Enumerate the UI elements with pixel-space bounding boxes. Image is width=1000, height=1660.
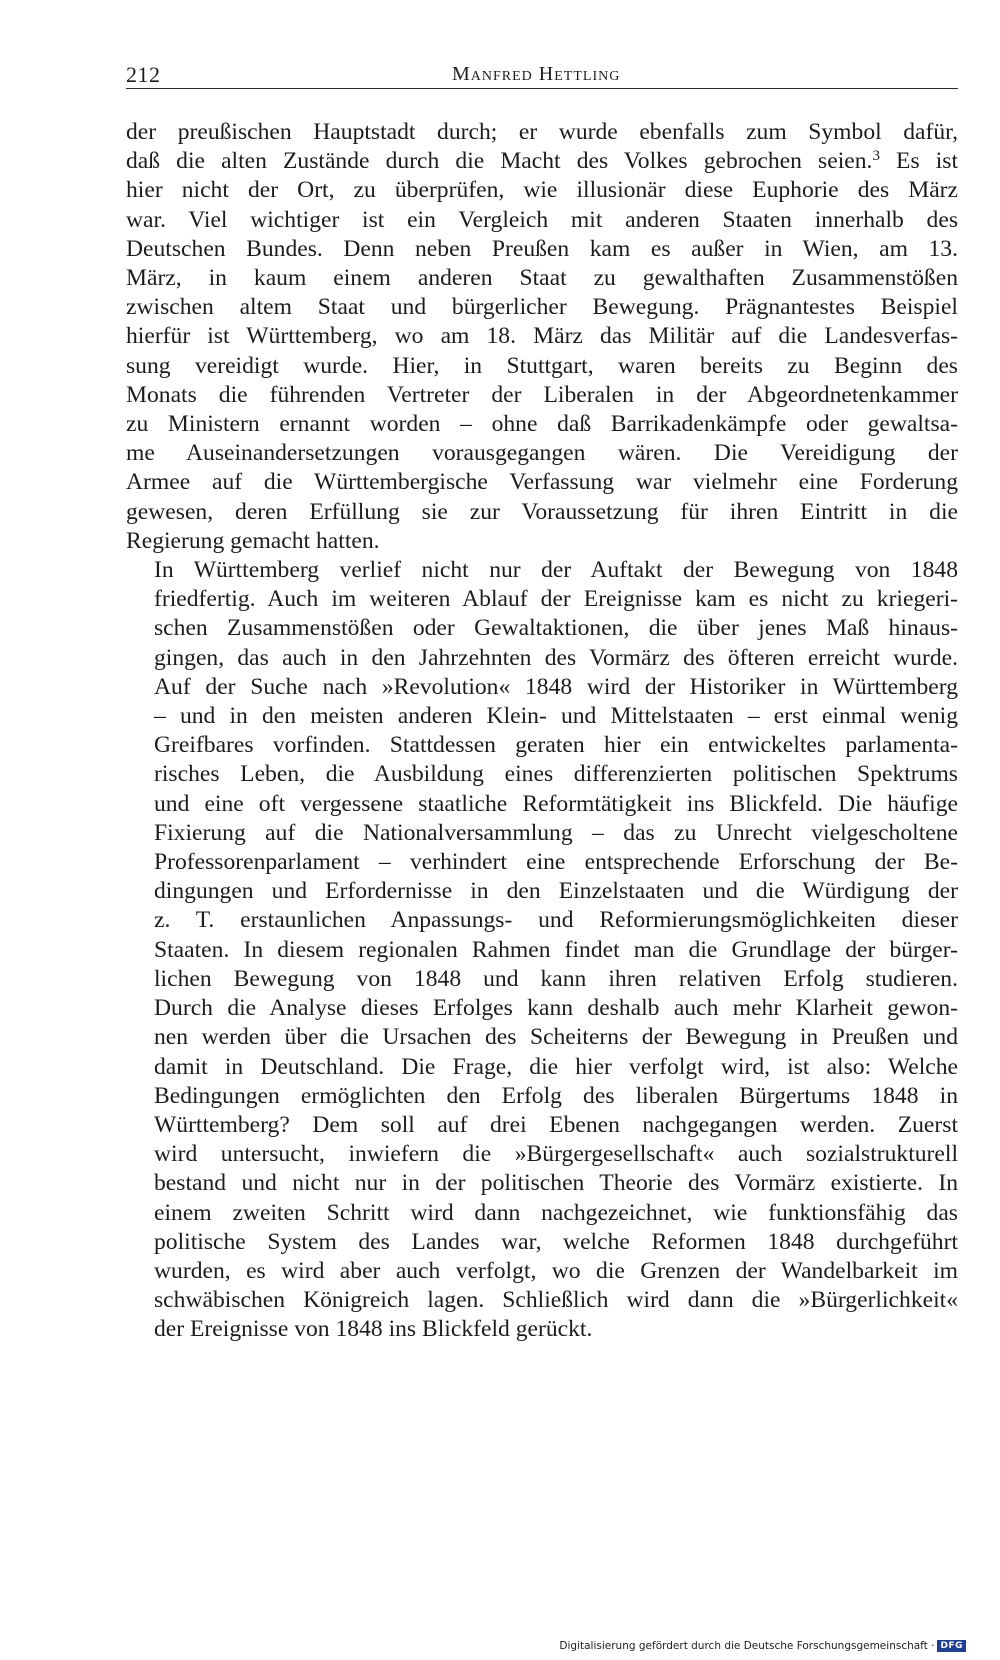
- text-line: gewesen, deren Erfüllung sie zur Voraussetzung für ihren Eintritt in die: [126, 498, 958, 525]
- text-line: Professorenparlament – verhindert eine entsprechende Erforschung der Be-: [154, 849, 958, 876]
- text-line: sung vereidigt wurde. Hier, in Stuttgart, waren bereits zu Beginn des: [126, 352, 958, 379]
- text-line: friedfertig. Auch im weiteren Ablauf der Ereignisse kam es nicht zu kriegeri-: [154, 586, 958, 613]
- text-line: In Württemberg verlief nicht nur der Auftakt der Bewegung von 1848: [154, 557, 958, 584]
- text-line: politische System des Landes war, welche Reformen 1848 durchgeführt: [154, 1228, 958, 1255]
- text-line: war. Viel wichtiger ist ein Vergleich mit anderen Staaten innerhalb des: [126, 206, 958, 233]
- text-line: März, in kaum einem anderen Staat zu gewalthaften Zusammenstößen: [126, 265, 958, 292]
- text-line: Württemberg? Dem soll auf drei Ebenen nachgegangen werden. Zuerst: [154, 1111, 958, 1138]
- text-line: Regierung gemacht hatten.: [126, 527, 380, 554]
- text-line: schwäbischen Königreich lagen. Schließlich wird dann die »Bürgerlichkeit«: [154, 1287, 958, 1314]
- digitization-credit: [559, 1640, 966, 1652]
- text-fragment: daß die alten Zustände durch die Macht des Volkes gebrochen seien.: [126, 148, 873, 175]
- text-line: bestand und nicht nur in der politischen Theorie des Vormärz existierte. In: [154, 1170, 958, 1197]
- page-header: [126, 58, 958, 89]
- text-line: einem zweiten Schritt wird dann nachgezeichnet, wie funktionsfähig das: [154, 1199, 958, 1226]
- text-line: me Auseinandersetzungen vorausgegangen wären. Die Vereidigung der: [126, 440, 958, 467]
- text-line: z. T. erstaunlichen Anpassungs- und Reformierungsmöglichkeiten dieser: [154, 907, 958, 934]
- running-head: Manfred Hettling: [452, 63, 621, 85]
- text-line: lichen Bewegung von 1848 und kann ihren relativen Erfolg studieren.: [154, 965, 958, 992]
- text-line: der Ereignisse von 1848 ins Blickfeld gerückt.: [154, 1316, 593, 1343]
- footnote-ref[interactable]: 3: [872, 148, 880, 165]
- text-line: Deutschen Bundes. Denn neben Preußen kam es außer in Wien, am 13.: [126, 235, 958, 262]
- text-line: Bedingungen ermöglichten den Erfolg des liberalen Bürgertums 1848 in: [154, 1082, 958, 1109]
- text-line: Armee auf die Württembergische Verfassung war vielmehr eine Forderung: [126, 469, 958, 496]
- text-line: nen werden über die Ursachen des Scheiterns der Bewegung in Preußen und: [154, 1024, 958, 1051]
- dfg-logo-icon: DFG: [937, 1640, 966, 1652]
- text-line: [126, 147, 958, 176]
- text-line: Fixierung auf die Nationalversammlung – das zu Unrecht vielgescholtene: [154, 819, 958, 846]
- text-line: Staaten. In diesem regionalen Rahmen findet man die Grundlage der bürger-: [154, 936, 958, 963]
- paragraph-1: [126, 118, 958, 556]
- text-line: Monats die führenden Vertreter der Liberalen in der Abgeordnetenkammer: [126, 381, 958, 408]
- text-line: dingungen und Erfordernisse in den Einzelstaaten und die Würdigung der: [154, 878, 958, 905]
- text-line: wird untersucht, inwiefern die »Bürgergesellschaft« auch sozialstrukturell: [154, 1141, 958, 1168]
- text-fragment: Es ist: [879, 148, 959, 175]
- text-line: zwischen altem Staat und bürgerlicher Bewegung. Prägnantestes Beispiel: [126, 294, 958, 321]
- text-line: Auf der Suche nach »Revolution« 1848 wird der Historiker in Württemberg: [154, 673, 958, 700]
- text-line: zu Ministern ernannt worden – ohne daß Barrikadenkämpfe oder gewaltsa-: [126, 411, 958, 438]
- text-line: Greifbares vorfinden. Stattdessen geraten hier ein entwickeltes parlamenta-: [154, 732, 958, 759]
- text-line: schen Zusammenstößen oder Gewaltaktionen, die über jenes Maß hinaus-: [154, 615, 958, 642]
- text-line: risches Leben, die Ausbildung eines differenzierten politischen Spektrums: [154, 761, 958, 788]
- credit-text: Digitalisierung gefördert durch die Deutsche Forschungsgemeinschaft ·: [559, 1640, 935, 1652]
- text-line: – und in den meisten anderen Klein- und Mittelstaaten – erst einmal wenig: [154, 703, 958, 730]
- body-text: [126, 118, 958, 1345]
- text-line: und eine oft vergessene staatliche Reformtätigkeit ins Blickfeld. Die häufige: [154, 790, 958, 817]
- page-number: 212: [126, 62, 161, 87]
- paragraph-2: [126, 556, 958, 1344]
- text-line: Durch die Analyse dieses Erfolges kann deshalb auch mehr Klarheit gewon-: [154, 995, 958, 1022]
- text-line: hierfür ist Württemberg, wo am 18. März das Militär auf die Landesverfas-: [126, 323, 958, 350]
- text-line: der preußischen Hauptstadt durch; er wurde ebenfalls zum Symbol dafür,: [126, 119, 958, 145]
- text-line: hier nicht der Ort, zu überprüfen, wie illusionär diese Euphorie des März: [126, 177, 958, 204]
- text-line: damit in Deutschland. Die Frage, die hier verfolgt wird, ist also: Welche: [154, 1053, 958, 1080]
- text-line: wurden, es wird aber auch verfolgt, wo die Grenzen der Wandelbarkeit im: [154, 1257, 958, 1284]
- text-line: gingen, das auch in den Jahrzehnten des Vormärz des öfteren erreicht wurde.: [154, 644, 958, 671]
